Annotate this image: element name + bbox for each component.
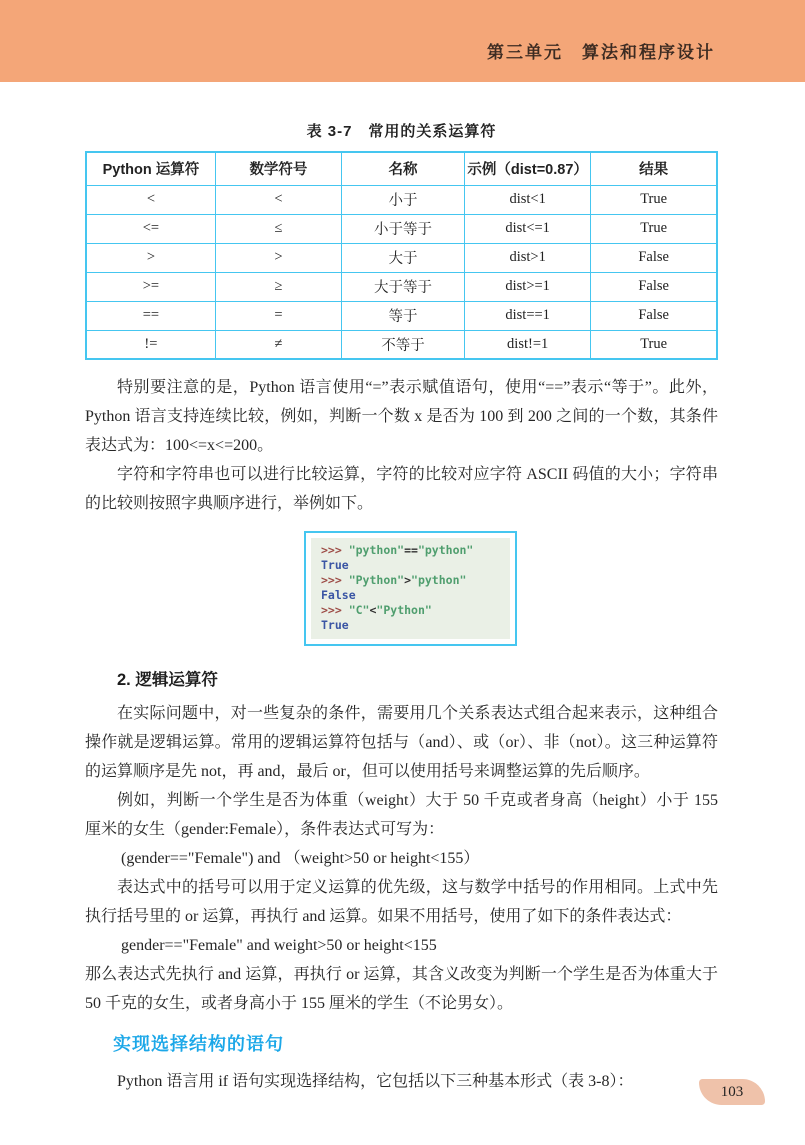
body-paragraph: 在实际问题中，对一些复杂的条件，需要用几个关系表达式组合起来表示，这种组合操作就是逻辑运算。常用的逻辑运算符包括与（and）、或（or）、非（not）。这三种运算符的运算顺序是先 not，再 and，最后 or，但可以使用括号来调整运算的先后顺序。 — [85, 705, 718, 780]
page-content — [85, 82, 718, 1096]
relational-operators-table — [85, 151, 718, 360]
relational-operators-table-body — [86, 185, 717, 359]
table-cell: > — [86, 243, 215, 272]
table-cell: ≤ — [215, 214, 341, 243]
expression-line: gender=="Female" and weight>50 or height<155 — [121, 937, 437, 954]
code-screenshot-body — [311, 538, 510, 639]
table-cell: >= — [86, 272, 215, 301]
table-cell: 小于等于 — [342, 214, 465, 243]
table-cell: 大于等于 — [342, 272, 465, 301]
table-cell: < — [86, 185, 215, 214]
table-cell: > — [215, 243, 341, 272]
code-line: >>> "Python">"python" — [321, 573, 467, 587]
section-heading-selection-statements: 实现选择结构的语句 — [113, 1034, 284, 1054]
table-row — [86, 185, 717, 214]
table-cell: True — [591, 214, 717, 243]
table-cell: False — [591, 243, 717, 272]
table-cell: dist<1 — [465, 185, 591, 214]
table-cell: True — [591, 330, 717, 359]
body-paragraph: 字符和字符串也可以进行比较运算，字符的比较对应字符 ASCII 码值的大小；字符串的比较则按照字典顺序进行，举例如下。 — [85, 466, 718, 512]
table-cell: ≥ — [215, 272, 341, 301]
table-row — [86, 214, 717, 243]
body-paragraph: 例如，判断一个学生是否为体重（weight）大于 50 千克或者身高（height）小于 155 厘米的女生（gender:Female），条件表达式可写为： — [85, 792, 718, 838]
table-row — [86, 243, 717, 272]
page-number: 103 — [720, 1083, 744, 1100]
table-cell: != — [86, 330, 215, 359]
table-cell: False — [591, 272, 717, 301]
table-cell: = — [215, 301, 341, 330]
body-paragraph: Python 语言用 if 语句实现选择结构，它包括以下三种基本形式（表 3-8）： — [117, 1073, 634, 1090]
body-paragraph: 特别要注意的是，Python 语言使用“=”表示赋值语句，使用“==”表示“等于”。此外，Python 语言支持连续比较，例如，判断一个数 x 是否为 100 到 200 之间的一个数，其条件表达式为：100<=x<=200。 — [85, 379, 718, 454]
table-header-cell: 名称 — [342, 152, 465, 185]
section-heading-logical-operators: 2. 逻辑运算符 — [117, 671, 218, 689]
table-row — [86, 272, 717, 301]
page-number-badge — [699, 1079, 765, 1105]
code-line: False — [321, 588, 356, 602]
table-title: 表 3-7 常用的关系运算符 — [306, 123, 497, 140]
table-row — [86, 330, 717, 359]
expression-line: (gender=="Female") and （weight>50 or height<155） — [121, 850, 480, 867]
table-cell: <= — [86, 214, 215, 243]
table-row — [86, 301, 717, 330]
code-line: >>> "C"<"Python" — [321, 603, 432, 617]
table-cell: dist!=1 — [465, 330, 591, 359]
code-line: >>> "python"=="python" — [321, 543, 474, 557]
page-header — [0, 0, 805, 82]
table-header-cell: 示例（dist=0.87） — [465, 152, 591, 185]
code-line: True — [321, 558, 349, 572]
table-cell: dist<=1 — [465, 214, 591, 243]
table-header-row — [86, 152, 717, 185]
table-cell: dist>1 — [465, 243, 591, 272]
unit-title: 第三单元 算法和程序设计 — [487, 42, 715, 62]
table-header-cell: Python 运算符 — [86, 152, 215, 185]
table-cell: 等于 — [342, 301, 465, 330]
table-cell: == — [86, 301, 215, 330]
table-cell: ≠ — [215, 330, 341, 359]
code-screenshot — [304, 531, 517, 646]
table-header-cell: 结果 — [591, 152, 717, 185]
table-cell: < — [215, 185, 341, 214]
table-cell: dist>=1 — [465, 272, 591, 301]
code-line: True — [321, 618, 349, 632]
table-header-cell: 数学符号 — [215, 152, 341, 185]
body-paragraph: 表达式中的括号可以用于定义运算的优先级，这与数学中括号的作用相同。上式中先执行括号里的 or 运算，再执行 and 运算。如果不用括号，使用了如下的条件表达式： — [85, 879, 718, 925]
table-cell: True — [591, 185, 717, 214]
table-cell: 小于 — [342, 185, 465, 214]
body-paragraph: 那么表达式先执行 and 运算，再执行 or 运算，其含义改变为判断一个学生是否为体重大于 50 千克的女生，或者身高小于 155 厘米的学生（不论男女）。 — [85, 966, 718, 1012]
table-cell: 大于 — [342, 243, 465, 272]
code-screenshot-wrapper — [103, 531, 718, 646]
table-cell: 不等于 — [342, 330, 465, 359]
table-cell: dist==1 — [465, 301, 591, 330]
table-cell: False — [591, 301, 717, 330]
